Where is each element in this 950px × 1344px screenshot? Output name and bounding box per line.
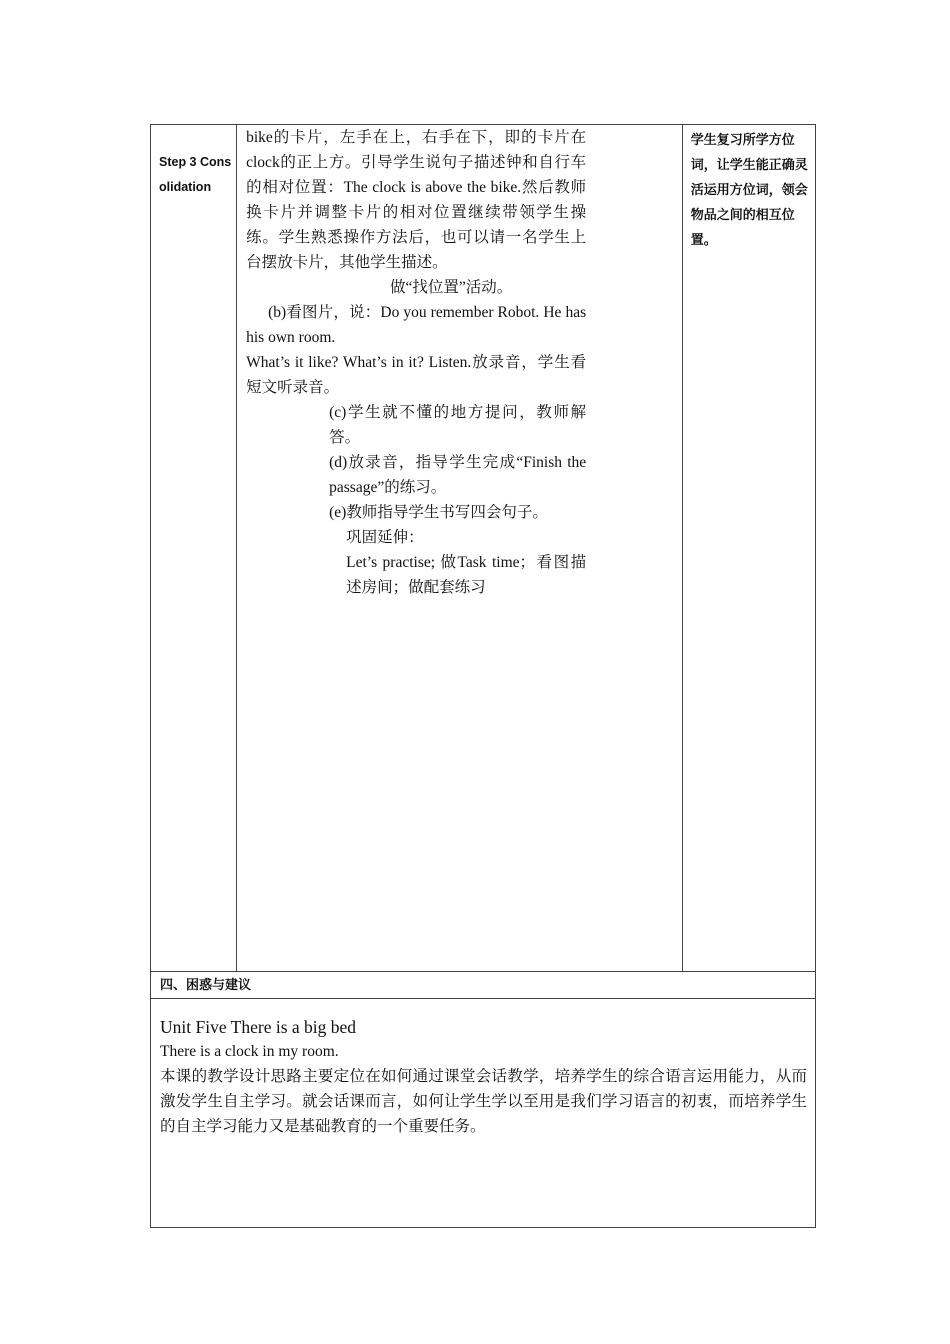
procedure-cell xyxy=(237,125,683,972)
procedure-extension-label: 巩固延伸： xyxy=(346,529,424,546)
purpose-cell xyxy=(682,125,815,972)
step-label: Step 3 Consolidation xyxy=(159,155,232,194)
reflection-sentence: There is a clock in my room. xyxy=(160,1043,339,1060)
reflection-paragraph: 本课的教学设计思路主要定位在如何通过课堂会话教学，培养学生的综合语言运用能力，从而激发学生自主学习。就会话课而言，如何让学生学以至用是我们学习语言的初衷，而培养学生的自主学习能力又是基础教育的一个重要任务。 xyxy=(160,1068,807,1135)
step-cell xyxy=(151,125,237,972)
procedure-paragraph: bike的卡片，左手在上，右手在下，即的卡片在clock的正上方。引导学生说句子描述钟和自行车的相对位置：The clock is above the bike.然后教师换卡片并调整卡片的相对位置继续带领学生操练。学生熟悉操作方法后，也可以请一名学生上台摆放卡片，其他学生描述。 xyxy=(246,129,587,271)
step-row xyxy=(151,125,816,972)
purpose-text: 学生复习所学方位词，让学生能正确灵活运用方位词，领会物品之间的相互位置。 xyxy=(690,132,808,247)
procedure-step-e: (e)教师指导学生书写四会句子。 xyxy=(329,504,548,521)
procedure-question: What’s it like? What’s in it? Listen.放录音，学生看短文听录音。 xyxy=(246,354,587,396)
reflection-title: Unit Five There is a big bed xyxy=(160,1017,357,1037)
procedure-step-b: (b)看图片，说：Do you remember Robot. He has his own room. xyxy=(246,304,587,346)
procedure-step-d: (d)放录音，指导学生完成“Finish the passage”的练习。 xyxy=(329,454,587,496)
procedure-extension-text: Let’s practise; 做Task time；看图描述房间；做配套练习 xyxy=(346,554,587,596)
reflection-cell xyxy=(151,999,816,1228)
section-header: 四、困惑与建议 xyxy=(151,972,816,999)
procedure-text xyxy=(246,125,586,600)
section-header-row xyxy=(151,972,816,999)
reflection-row xyxy=(151,999,816,1228)
lesson-table xyxy=(150,124,816,1228)
procedure-step-c: (c)学生就不懂的地方提问，教师解答。 xyxy=(329,404,587,446)
procedure-activity: 做“找位置”活动。 xyxy=(389,279,513,296)
